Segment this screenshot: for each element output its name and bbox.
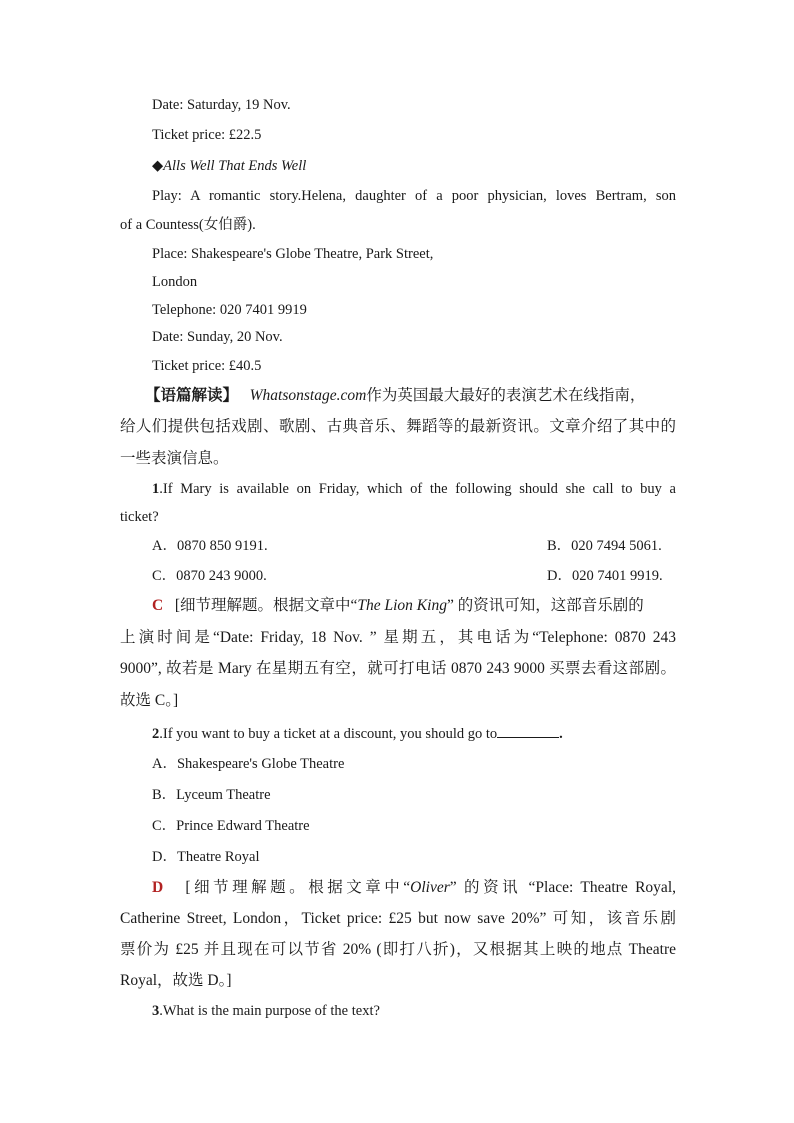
explanation-2-line-3: 票价为 £25 并且现在可以节省 20% (即打八折)，又根据其上映的地点 Theatre — [120, 941, 676, 958]
play-description-line-1: Play: A romantic story.Helena, daughter of a poor physician, loves Bertram, son — [152, 188, 676, 204]
show-telephone: Telephone: 020 7401 9919 — [152, 302, 307, 318]
question-3-stem: 3.What is the main purpose of the text? — [152, 1003, 380, 1019]
bullet-icon: ◆ — [152, 158, 164, 174]
explanation-2-line-2: Catherine Street, London，Ticket price: £25 but now save 20%” 可知，该音乐剧 — [120, 910, 676, 927]
explanation-1-line-3: 9000”, 故若是 Mary 在星期五有空，就可打电话 0870 243 9000 买票去看这部剧。 — [120, 660, 676, 677]
explanation-1-line-4: 故选 C。] — [120, 692, 179, 709]
analysis-site: Whatsonstage.com — [249, 387, 367, 404]
explanation-1-line-1: C [细节理解题。根据文章中“The Lion King” 的资讯可知，这部音乐剧的 — [152, 597, 644, 614]
explanation-1-line-2: 上演时间是“Date: Friday, 18 Nov. ” 星期五，其电话为“Telephone: 0870 243 — [120, 629, 676, 646]
question-1-stem: 1.If Mary is available on Friday, which of the following should she call to buy a — [152, 481, 676, 497]
option-c: C．Prince Edward Theatre — [152, 818, 310, 834]
answer-letter: D — [152, 879, 164, 896]
show-date: Date: Saturday, 19 Nov. — [152, 97, 291, 113]
show-title-line — [152, 156, 676, 176]
analysis-label: 【语篇解读】 — [145, 387, 239, 404]
show-date: Date: Sunday, 20 Nov. — [152, 329, 283, 345]
analysis-line-1: 【语篇解读】 Whatsonstage.com作为英国最大最好的表演艺术在线指南， — [145, 387, 646, 404]
option-b: B．020 7494 5061. — [547, 538, 662, 554]
analysis-line-3: 一些表演信息。 — [120, 450, 229, 467]
answer-letter: C — [152, 597, 164, 614]
ticket-price: Ticket price: £40.5 — [152, 358, 262, 374]
show-place-line-2: London — [152, 274, 198, 290]
play-description-line-2: of a Countess(女伯爵). — [120, 217, 256, 233]
explanation-2-line-4: Royal，故选 D。] — [120, 972, 232, 989]
question-number: 1 — [152, 481, 160, 497]
show-place-line-1: Place: Shakespeare's Globe Theatre, Park Street, — [152, 246, 434, 262]
explanation-2-line-1: D [细节理解题。根据文章中“Oliver” 的资讯 “Place: Theatre Royal, — [152, 879, 676, 896]
option-row — [152, 536, 676, 556]
option-a: A．0870 850 9191. — [152, 538, 268, 554]
option-b: B．Lyceum Theatre — [152, 787, 271, 803]
option-c: C．0870 243 9000. — [152, 568, 267, 584]
ticket-price: Ticket price: £22.5 — [152, 127, 262, 143]
question-1-stem-2: ticket? — [120, 509, 159, 525]
question-number: 2 — [152, 726, 160, 742]
analysis-line-2: 给人们提供包括戏剧、歌剧、古典音乐、舞蹈等的最新资讯。文章介绍了其中的 — [120, 418, 676, 435]
question-number: 3 — [152, 1003, 160, 1019]
show-title: Alls Well That Ends Well — [163, 158, 307, 174]
answer-blank — [497, 723, 559, 738]
option-d: D．020 7401 9919. — [547, 568, 663, 584]
option-d: D．Theatre Royal — [152, 849, 260, 865]
question-2-stem: 2.If you want to buy a ticket at a discount, you should go to . — [152, 723, 676, 744]
option-row — [152, 566, 676, 586]
option-a: A．Shakespeare's Globe Theatre — [152, 756, 345, 772]
